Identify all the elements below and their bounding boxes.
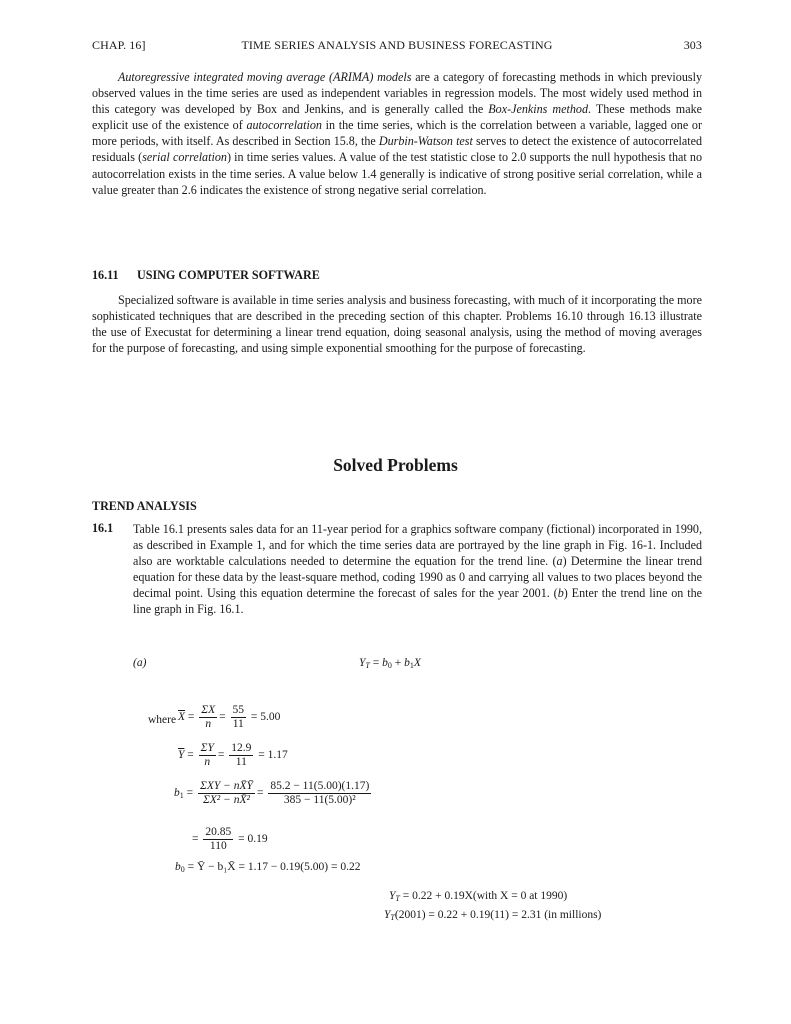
- software-paragraph: Specialized software is available in time series analysis and business forecasting, with much of it incorporating the more sophisticated techniques that are described in the preceding section of this chapter. Problems 16.10 through 16.13 illustrate the use of Execustat for determining a linear trend equation, doing seasonal analysis, using the method of moving averages for the purpose of forecasting, and using simple exponential smoothing for the purpose of forecasting.: [92, 293, 702, 356]
- arima-paragraph: Autoregressive integrated moving average (ARIMA) models are a category of forecasting methods in which previously observed values in the time series are used as independent variables in regression models. The most widely used method in this category was developed by Box and Jenkins, and is generally called the Box-Jenkins method. These methods make explicit use of the existence of autocorrelation in the time series, which is the correlation between a variable, lagged one or more periods, with itself. As described in Section 15.8, the Durbin-Watson test serves to detect the existence of autocorrelated residuals (serial correlation) in time series values. A value of the test statistic close to 2.0 supports the null hypothesis that no autocorrelation exists in the time series. A value below 1.4 generally is indicative of strong positive serial correlation, while a value greater than 2.6 indicates the existence of strong negative serial correlation.: [92, 70, 703, 197]
- trend-line-equation: $Y_T = 0.22$ + 0.19X(with X = 0 at 1990): [389, 890, 568, 903]
- chapter-title: TIME SERIES ANALYSIS AND BUSINESS FORECASTING: [241, 38, 553, 52]
- section-heading: [92, 268, 320, 283]
- ybar-equation: $\overline{Y}$ = $\frac{\Sigma Y}{n}$ = $\frac{12.9}{11}$ = 1.17: [178, 742, 288, 768]
- section-title: USING COMPUTER SOFTWARE: [137, 268, 320, 282]
- part-a-label: (a): [133, 657, 147, 669]
- running-header: [92, 38, 702, 54]
- trend-analysis-heading: TREND ANALYSIS: [92, 499, 197, 513]
- arima-lead: Autoregressive integrated moving average (ARIMA) models: [118, 70, 412, 84]
- b0-equation: $b_0$ = Ȳ − b₁X̄ = 1.17 − 0.19(5.00) = 0.22: [175, 861, 361, 874]
- b1-equation: $b_1$ = $\frac{\text{ΣXY − nX̄Ȳ}}{\text{ΣX² − nX̄²}}$ = $\frac{85.2 - 11(5.00)(1.17)}{\text{385 − 11(5.00)²}}$: [174, 780, 370, 806]
- xbar-equation: $\overline{X}$ = $\frac{\Sigma X}{n}$ = $\frac{55}{11}$ = 5.00: [178, 704, 281, 730]
- problem-text: Table 16.1 presents sales data for an 11-year period for a graphics software company (fictional) incorporated in 1990, as described in Example 1, and for which the time series data are portrayed by the line graph in Fig. 16-1. Included also are worktable calculations needed to determine the equation for the trend line. (a) Determine the linear trend equation for these data by the least-square method, coding 1990 as 0 and carrying all values to two places beyond the decimal point. Using this equation determine the forecast of sales for the year 2001. (b) Enter the trend line on the line graph in Fig. 16.1.: [133, 522, 703, 617]
- chapter-label: CHAP. 16]: [92, 38, 146, 52]
- b1-result: = $\frac{20.85}{110}$ = 0.19: [192, 826, 268, 852]
- forecast-2001: $Y_T(2001) = 0.22 + 0.19(11) = 2.31$ (in millions): [384, 909, 602, 922]
- section-number: 16.11: [92, 268, 119, 282]
- trend-equation: $Y_T = b_0 + b_1X$: [359, 657, 421, 670]
- solved-problems-heading: Solved Problems: [333, 455, 458, 475]
- page-number: 303: [683, 38, 702, 52]
- where-label: where: [148, 714, 177, 726]
- problem-number: 16.1: [92, 521, 114, 535]
